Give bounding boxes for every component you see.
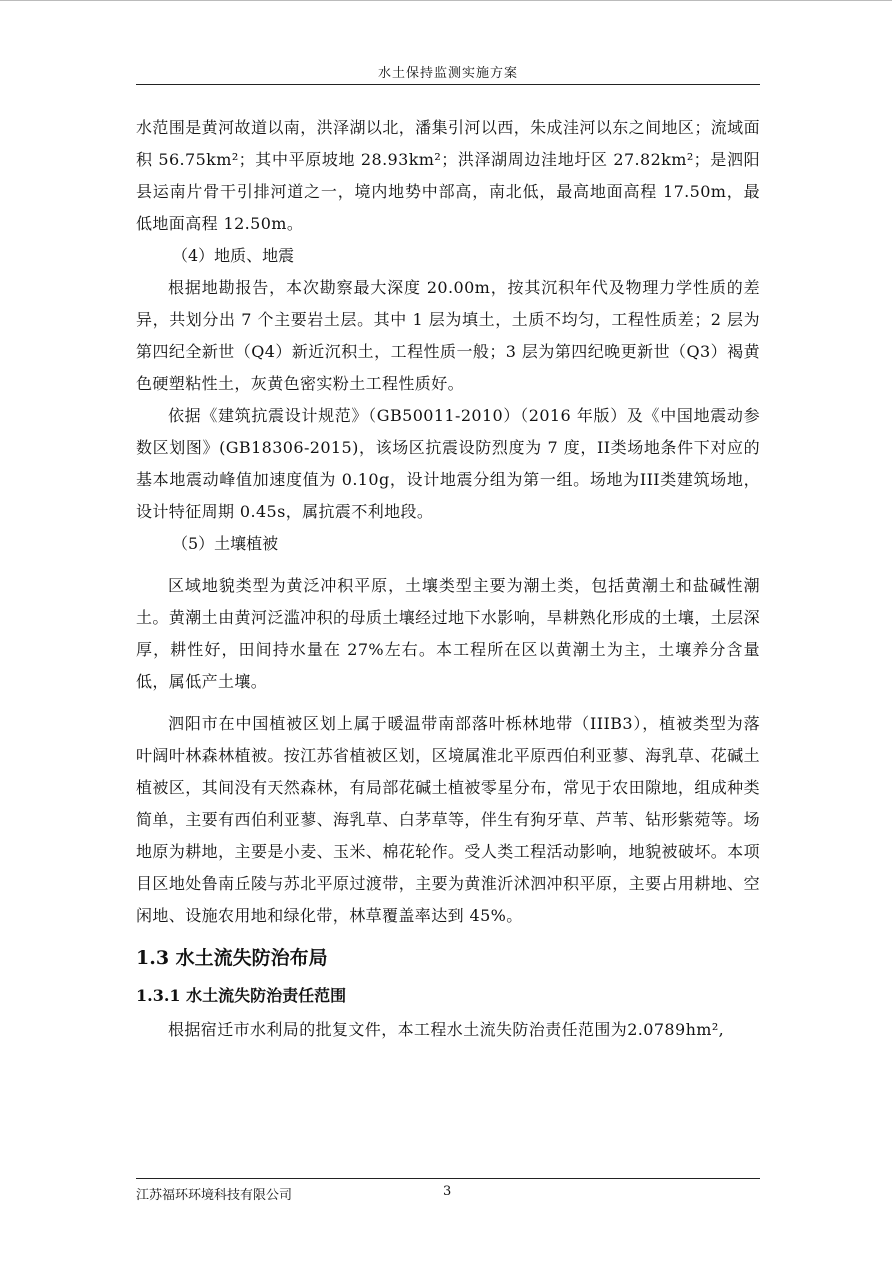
paragraph-soil: 区域地貌类型为黄泛冲积平原，土壤类型主要为潮土类，包括黄潮土和盐碱性潮土。黄潮土由黄河泛滥冲积的母质土壤经过地下水影响，旱耕熟化形成的土壤，土层深厚，耕性好，田间持水量在 27%左右。本工程所在区以黄潮土为主，土壤养分含量低，属低产土壤。 xyxy=(136,576,760,691)
page-header-title: 水土保持监测实施方案 xyxy=(377,66,518,81)
paragraph-responsibility-scope: 根据宿迁市水利局的批复文件，本工程水土流失防治责任范围为2.0789hm², xyxy=(168,1020,725,1039)
paragraph-seismic: 依据《建筑抗震设计规范》（GB50011-2010）（2016 年版）及《中国地震动参数区划图》(GB18306-2015)，该场区抗震设防烈度为 7 度，II类场地条件下对应的基本地震动峰值加速度值为 0.10g，设计地震分组为第一组。场地为III类建筑场地，设计特征周期 0.45s，属抗震不利地段。 xyxy=(136,406,760,521)
spacer xyxy=(136,698,760,708)
page-top-border xyxy=(0,0,892,1)
section-heading-1-3: 1.3 水土流失防治布局 xyxy=(136,947,328,969)
page-content xyxy=(136,112,760,1046)
footer-page-number: 3 xyxy=(443,1184,452,1199)
footer-company: 江苏福环环境科技有限公司 xyxy=(136,1188,293,1203)
paragraph-drainage-area: 水范围是黄河故道以南，洪泽湖以北，潘集引河以西，朱成洼河以东之间地区；流域面积 56.75km²；其中平原坡地 28.93km²；洪泽湖周边洼地圩区 27.82km²；是泗阳县运南片骨干引排河道之一，境内地势中部高，南北低，最高地面高程 17.50m，最低地面高程 12.50m。 xyxy=(136,118,760,233)
paragraph-vegetation: 泗阳市在中国植被区划上属于暖温带南部落叶栎林地带（IIIB3），植被类型为落叶阔叶林森林植被。按江苏省植被区划，区境属淮北平原西伯利亚蓼、海乳草、花碱土植被区，其间没有天然森林，有局部花碱土植被零星分布，常见于农田隙地，组成种类简单，主要有西伯利亚蓼、海乳草、白茅草等，伴生有狗牙草、芦苇、钻形紫菀等。场地原为耕地，主要是小麦、玉米、棉花轮作。受人类工程活动影响，地貌被破坏。本项目区地处鲁南丘陵与苏北平原过渡带，主要为黄淮沂沭泗冲积平原，主要占用耕地、空闲地、设施农用地和绿化带，林草覆盖率达到 45%。 xyxy=(136,714,760,925)
subheading-soil-vegetation: （5）土壤植被 xyxy=(172,534,279,553)
section-heading-1-3-1: 1.3.1 水土流失防治责任范围 xyxy=(136,986,347,1005)
spacer xyxy=(136,560,760,570)
header-rule xyxy=(136,84,760,85)
paragraph-geology: 根据地勘报告，本次勘察最大深度 20.00m，按其沉积年代及物理力学性质的差异，共划分出 7 个主要岩土层。其中 1 层为填土，土质不均匀，工程性质差；2 层为第四纪全新世（Q4）新近沉积土，工程性质一般；3 层为第四纪晚更新世（Q3）褐黄色硬塑粘性土，灰黄色密实粉土工程性质好。 xyxy=(136,278,760,393)
subheading-geology: （4）地质、地震 xyxy=(172,246,295,265)
footer-rule xyxy=(136,1178,760,1179)
